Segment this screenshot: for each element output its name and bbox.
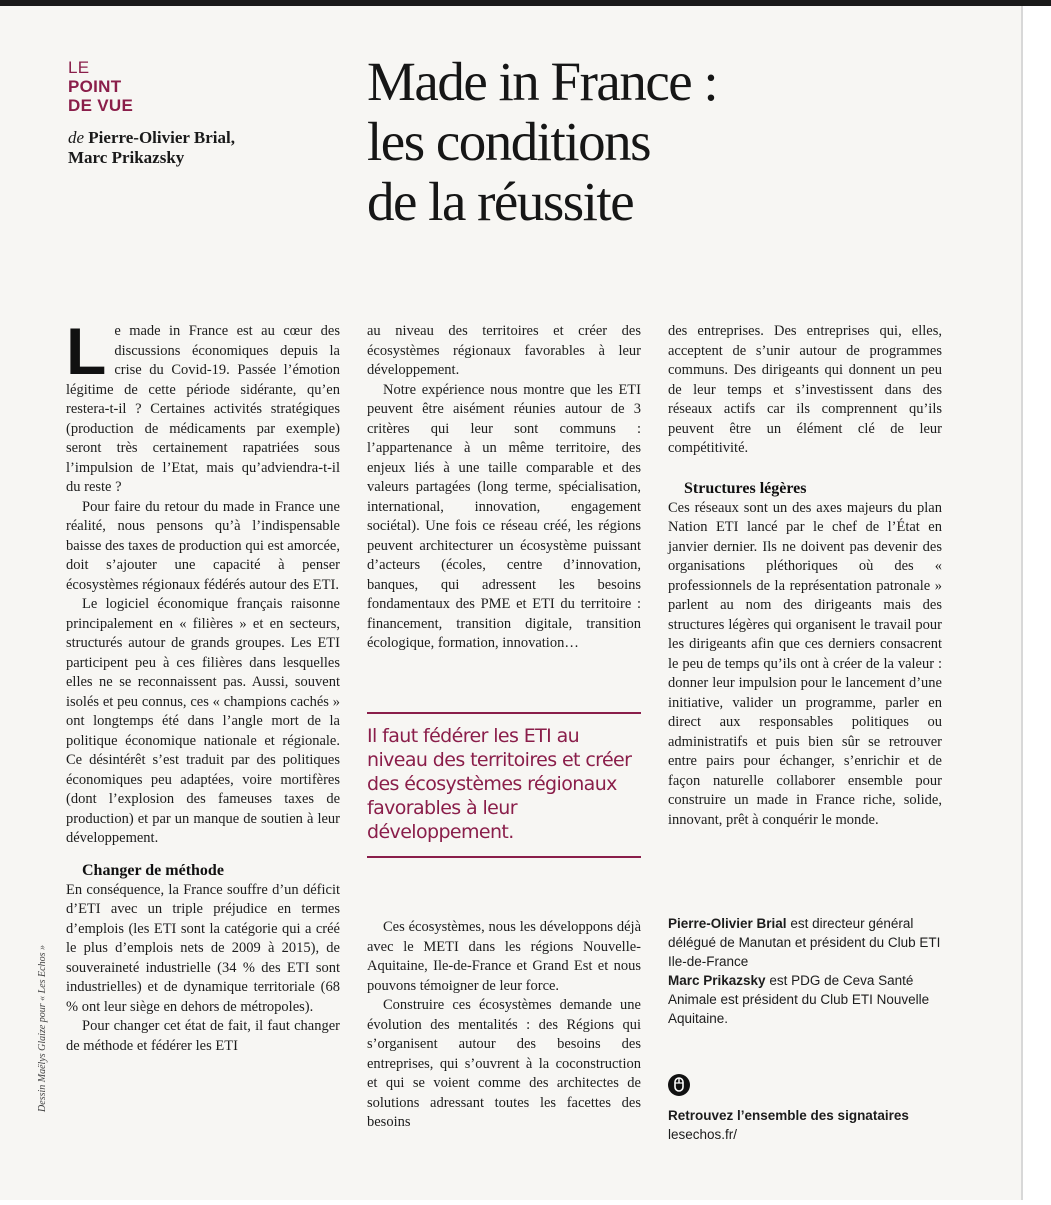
author-name-2: Marc Prikazsky: [68, 148, 185, 167]
paragraph: Pour faire du retour du made in France une réalité, nous pensons qu’à l’indispensable baisse des taxes de production qui est amorcée, doit s’ajouter une capacité à penser écosystèmes régionaux fédérés autour des ETI.: [66, 498, 340, 593]
paragraph: Notre expérience nous montre que les ETI peuvent être aisément réunies autour de 3 critères qui leur sont communs : l’appartenance à un même territoire, des enjeux liés à une taille comparable et des valeurs partagées (long terme, spécialisation, international, innovation, engagement sociétal). Une fois ce réseau créé, les régions peuvent architecturer un écosystème puissant d’acteurs (écoles, centre d’innovation, banques, qui adressent les besoins fondamentaux des PME et ETI du territoire : financement, transition digitale, transition écologique, formation, innovation…: [367, 381, 641, 651]
byline-prefix: de: [68, 128, 85, 147]
illustration-credit: Dessin Maëlys Glaize pour « Les Echos »: [37, 945, 48, 1112]
subhead-changer-de-methode: Changer de méthode: [82, 861, 224, 879]
paragraph: Pour changer cet état de fait, il faut changer de méthode et fédérer les ETI: [66, 1018, 340, 1054]
paragraph: au niveau des territoires et créer des écosystèmes régionaux favorables à leur développement.: [367, 323, 641, 378]
paragraph: Construire ces écosystèmes demande une évolution des mentalités : des Régions qui s’organisent autour des besoins des entreprises, qui s’ouvrent à la coconstruction et qui se voient comme des architectes de solutions adressant toutes les facettes des besoins: [367, 997, 641, 1130]
author-name-1: Pierre-Olivier Brial,: [88, 128, 235, 147]
byline: [68, 128, 235, 168]
article-column-2: [367, 322, 641, 654]
headline-line-1: Made in France :: [367, 51, 718, 112]
headline-line-2: les conditions: [367, 111, 651, 172]
rubric-point: POINT: [68, 77, 122, 96]
paragraph: Ces réseaux sont un des axes majeurs du plan Nation ETI lancé par le chef de l’État en janvier dernier. Ils ne doivent pas devenir des organisations pléthoriques où des « professionnels de la représentation patronale » parlent au nom des dirigeants mais des structures légères qui organisent le travail pour les dirigeants afin que ces derniers consacrent le peu de temps qu’ils ont à créer de la valeur : donner leur impulsion pour le lancement d’une initiative, valider un programme, parler en direct aux responsables politiques ou administratifs et puis bien sûr se retrouver entre pairs pour échanger, s’enrichir et de façon naturelle collaborer ensemble pour construire un made in France riche, solide, innovant, prêt à conquérir le monde.: [668, 499, 942, 828]
rubric-vue: VUE: [97, 96, 134, 115]
bio-text-2: est PDG de Ceva Santé Animale est président du Club ETI Nouvelle Aquitaine.: [668, 973, 930, 1026]
subhead-structures-legeres: Structures légères: [684, 479, 807, 497]
signatories-title: Retrouvez l’ensemble des signataires: [668, 1108, 909, 1123]
page-edge-divider: [1021, 6, 1023, 1200]
article-column-1: [66, 314, 340, 1056]
paragraph-intro: [66, 314, 340, 498]
rubric-le: LE: [68, 58, 90, 77]
bio-name-2: Marc Prikazsky: [668, 973, 766, 988]
rubric-de: DE: [68, 96, 93, 115]
pull-quote: [367, 712, 641, 858]
section-rubric: [68, 58, 133, 115]
pull-quote-text: Il faut fédérer les ETI au niveau des territoires et créer des écosystèmes régionaux favorables à leur développement.: [367, 725, 632, 843]
paragraph: des entreprises. Des entreprises qui, elles, acceptent de s’unir autour de programmes communs. Des dirigeants qui donnent un peu de leur temps et s’investissent dans des réseaux actifs car ils comprennent qu’ils peuvent être un élément clé de leur compétitivité.: [668, 323, 942, 456]
signatories-link[interactable]: lesechos.fr/: [668, 1127, 738, 1142]
bio-text-1: est directeur général délégué de Manutan et président du Club ETI Ile-de-France: [668, 916, 941, 969]
author-bio: [668, 914, 942, 971]
article-headline: [367, 52, 987, 232]
paragraph: Ces écosystèmes, nous les développons déjà avec le METI dans les régions Nouvelle-Aquitaine, Ile-de-France et Grand Est et nous pouvons témoigner de leur force.: [367, 919, 641, 994]
signatories-block: [668, 1074, 968, 1144]
article-column-3: [668, 322, 942, 830]
author-bio: [668, 971, 942, 1028]
paragraph: En conséquence, la France souffre d’un déficit d’ETI avec un triple préjudice en termes d’emplois (les ETI sont la catégorie qui a créé le plus d’emplois nets de 2009 à 2015), de souveraineté industrielle (34 % des ETI sont industrielles) et de dynamique territoriale (68 % ont leur siège en dehors de métropoles).: [66, 881, 340, 1015]
mouse-icon: [668, 1074, 690, 1096]
article-column-2-continued: [367, 918, 641, 1133]
headline-line-3: de la réussite: [367, 171, 634, 232]
author-bios: [668, 914, 942, 1028]
drop-cap: L: [66, 314, 107, 388]
paragraph: Le logiciel économique français raisonne principalement en « filières » et en secteurs, structurés autour de grands groupes. Les ETI participent peu à ces filières dans lesquelles elles ne se reconnaissent pas. Aussi, souvent isolés et peu connus, ces « champions cachés » ont longtemps été dans l’angle mort de la politique économique nationale et régionale. Ce désintérêt s’est traduit par des politiques économiques peu adaptées, voire mortifères (dont l’explosion des fameuses taxes de production) et par un manque de soutien à leur développement.: [66, 596, 340, 846]
paragraph-intro-text: e made in France est au cœur des discussions économiques depuis la crise du Covid-19. Passée l’émotion légitime de cette période sidérante, qu’en restera-t-il ? Certaines activités stratégiques (production de médicaments par exemple) seront très certainement rapatriées sous l’impulsion de l’Etat, mais qu’adviendra-t-il du reste ?: [66, 323, 340, 495]
bio-name-1: Pierre-Olivier Brial: [668, 916, 787, 931]
